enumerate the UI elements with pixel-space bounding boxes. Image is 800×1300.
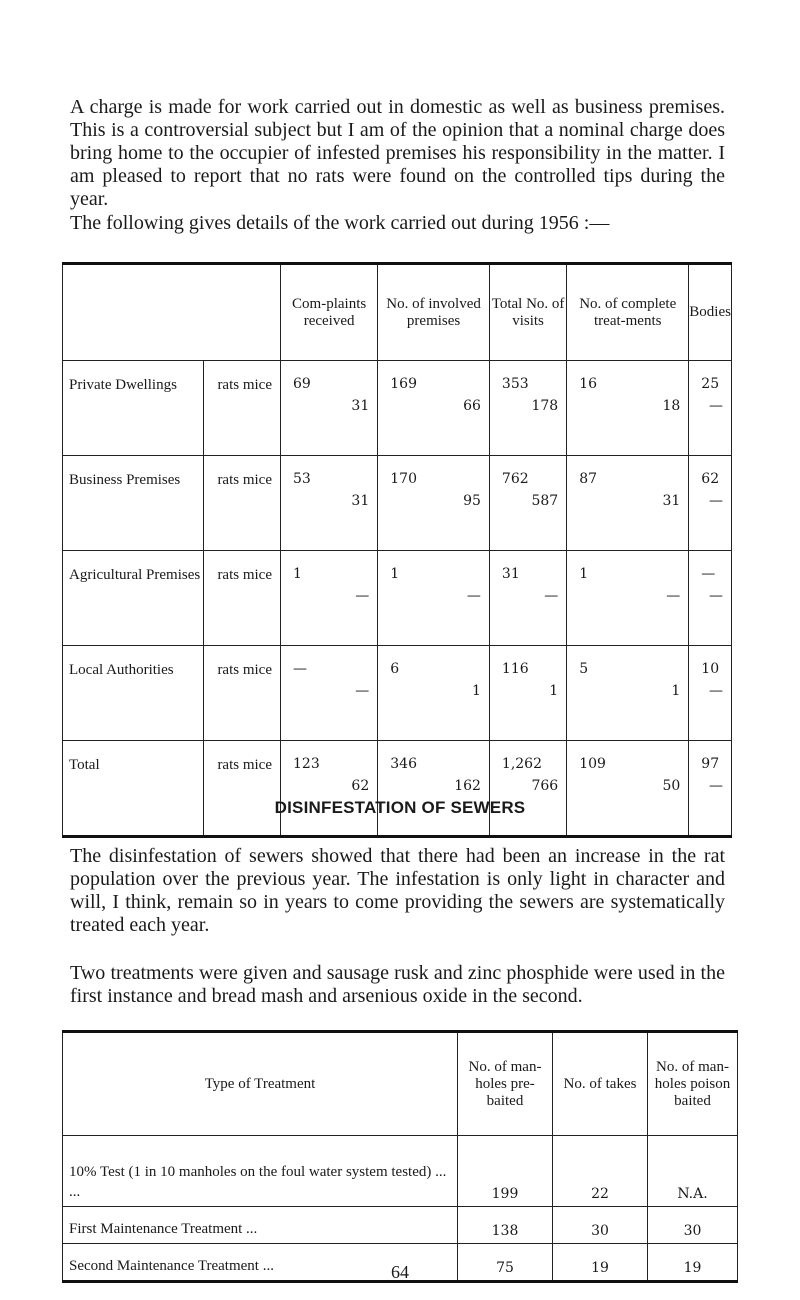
- value-cell: [378, 361, 490, 456]
- table-row: [63, 551, 732, 646]
- treatment-table-body: [63, 1136, 738, 1282]
- takes-value: 30: [553, 1207, 648, 1244]
- work-table-header-row: [63, 264, 732, 361]
- row-label: Private Dwellings: [63, 361, 204, 456]
- poison-value: N.A.: [648, 1136, 738, 1207]
- value-cell: [689, 646, 732, 741]
- work-table-body: [63, 361, 732, 837]
- rats-value: 116: [501, 661, 529, 677]
- value-cell: [489, 361, 566, 456]
- value-cell: [281, 551, 378, 646]
- header-complaints: Com-plaints received: [281, 264, 378, 361]
- mice-value: 31: [662, 493, 681, 509]
- rats-value: 6: [390, 661, 400, 677]
- rats-value: 762: [501, 471, 529, 487]
- rats-value: 31: [501, 566, 520, 582]
- prebaited-value: 75: [458, 1244, 553, 1282]
- value-cell: [567, 646, 689, 741]
- table-row: [63, 1207, 738, 1244]
- table-row: [63, 1136, 738, 1207]
- row-label: Local Authorities: [63, 646, 204, 741]
- row-label: Business Premises: [63, 456, 204, 551]
- value-cell: [689, 551, 732, 646]
- header-treatments: No. of complete treat-ments: [567, 264, 689, 361]
- row-kind: rats mice: [204, 551, 281, 646]
- mice-value: 162: [454, 778, 481, 794]
- rats-value: 1: [390, 566, 400, 582]
- mice-value: 178: [531, 398, 559, 414]
- rats-value: 353: [501, 376, 529, 392]
- header-visits: Total No. of visits: [489, 264, 566, 361]
- mice-value: —: [709, 493, 723, 509]
- page-number: 64: [391, 1262, 409, 1282]
- header-premises: No. of involved premises: [378, 264, 490, 361]
- row-label: Agricultural Premises: [63, 551, 204, 646]
- value-cell: [489, 456, 566, 551]
- rats-value: 25: [701, 376, 720, 392]
- rats-value: 10: [701, 661, 720, 677]
- poison-value: 19: [648, 1244, 738, 1282]
- treatment-table-header-row: [63, 1032, 738, 1136]
- prebaited-value: 199: [458, 1136, 553, 1207]
- value-cell: [567, 741, 689, 837]
- mice-value: 766: [531, 778, 559, 794]
- mice-value: 95: [463, 493, 481, 509]
- header-takes: No. of takes: [553, 1032, 648, 1136]
- header-prebaited: No. of man-holes pre-baited: [458, 1032, 553, 1136]
- value-cell: [689, 741, 732, 837]
- mice-value: —: [355, 588, 370, 604]
- rats-value: 5: [579, 661, 589, 677]
- rats-value: 53: [293, 471, 311, 487]
- row-kind: rats mice: [204, 456, 281, 551]
- takes-value: 22: [553, 1136, 648, 1207]
- treatment-type: 10% Test (1 in 10 manholes on the foul water system tested) ... ...: [63, 1136, 458, 1207]
- table-row: [63, 646, 732, 741]
- mice-value: 62: [351, 778, 370, 794]
- rats-value: 1: [579, 566, 589, 582]
- value-cell: [489, 646, 566, 741]
- rats-value: 62: [701, 471, 720, 487]
- mice-value: 66: [463, 398, 481, 414]
- treatment-table: [62, 1030, 738, 1283]
- mice-value: —: [466, 588, 481, 604]
- row-kind: rats mice: [204, 361, 281, 456]
- row-kind: rats mice: [204, 646, 281, 741]
- value-cell: [567, 456, 689, 551]
- value-cell: [281, 741, 378, 837]
- value-cell: [378, 551, 490, 646]
- value-cell: [281, 646, 378, 741]
- value-cell: [281, 361, 378, 456]
- mice-value: —: [544, 588, 559, 604]
- row-kind: rats mice: [204, 741, 281, 837]
- value-cell: [489, 741, 566, 837]
- mice-value: 31: [351, 493, 370, 509]
- value-cell: [689, 456, 732, 551]
- mice-value: —: [709, 398, 723, 414]
- rats-value: 69: [293, 376, 311, 392]
- treatment-type: Second Maintenance Treatment ...: [63, 1244, 458, 1282]
- mice-value: —: [709, 683, 723, 699]
- mice-value: —: [709, 778, 723, 794]
- rats-value: —: [701, 566, 716, 582]
- table-row: [63, 456, 732, 551]
- intro-paragraph-1: A charge is made for work carried out in domestic as well as business premises. This is a controversial subject but I am of the opinion that a nominal charge does bring home to the occupier of infested premises his responsibility in the matter. I am pleased to report that no rats were found on the controlled tips during the year.: [70, 96, 725, 210]
- section-heading: DISINFESTATION OF SEWERS: [274, 798, 526, 817]
- rats-value: 1,262: [501, 756, 543, 772]
- work-table: [62, 262, 732, 838]
- sewers-paragraph-2: Two treatments were given and sausage rusk and zinc phosphide were used in the first instance and bread mash and arsenious oxide in the second.: [70, 962, 725, 1007]
- mice-value: 31: [351, 398, 370, 414]
- intro-paragraph-2: The following gives details of the work carried out during 1956 :—: [70, 212, 610, 234]
- takes-value: 19: [553, 1244, 648, 1282]
- rats-value: 16: [579, 376, 598, 392]
- rats-value: 1: [293, 566, 302, 582]
- mice-value: 587: [531, 493, 559, 509]
- rats-value: 109: [579, 756, 606, 772]
- header-bodies: Bodies: [689, 264, 732, 361]
- work-table-corner: [63, 264, 281, 361]
- mice-value: 1: [671, 683, 681, 699]
- value-cell: [489, 551, 566, 646]
- mice-value: 18: [662, 398, 681, 414]
- mice-value: —: [666, 588, 681, 604]
- value-cell: [689, 361, 732, 456]
- mice-value: —: [709, 588, 723, 604]
- rats-value: 170: [390, 471, 417, 487]
- value-cell: [378, 741, 490, 837]
- mice-value: —: [355, 683, 370, 699]
- table-row: [63, 361, 732, 456]
- rats-value: 169: [390, 376, 417, 392]
- mice-value: 50: [662, 778, 681, 794]
- value-cell: [567, 361, 689, 456]
- sewers-paragraph-1: The disinfestation of sewers showed that there had been an increase in the rat population over the previous year. The infestation is only light in character and will, I think, remain so in years to come providing the sewers are systematically treated each year.: [70, 845, 725, 936]
- prebaited-value: 138: [458, 1207, 553, 1244]
- value-cell: [378, 456, 490, 551]
- mice-value: 1: [549, 683, 559, 699]
- rats-value: 346: [390, 756, 417, 772]
- rats-value: —: [293, 661, 307, 677]
- poison-value: 30: [648, 1207, 738, 1244]
- value-cell: [567, 551, 689, 646]
- rats-value: 97: [701, 756, 720, 772]
- header-poison: No. of man-holes poison baited: [648, 1032, 738, 1136]
- mice-value: 1: [472, 683, 481, 699]
- table-row: [63, 741, 732, 837]
- row-label: Total: [63, 741, 204, 837]
- value-cell: [281, 456, 378, 551]
- treatment-type: First Maintenance Treatment ...: [63, 1207, 458, 1244]
- value-cell: [378, 646, 490, 741]
- header-type: Type of Treatment: [63, 1032, 458, 1136]
- rats-value: 87: [579, 471, 598, 487]
- rats-value: 123: [293, 756, 320, 772]
